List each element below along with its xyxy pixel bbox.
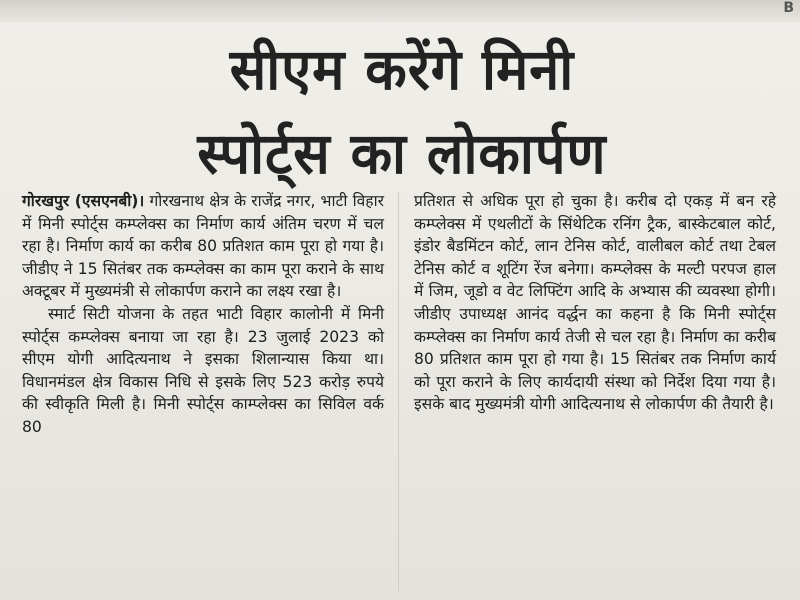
article-column-left [22, 190, 384, 439]
paragraph-text: गोरखनाथ क्षेत्र के राजेंद्र नगर, भाटी विहार में मिनी स्पोर्ट्स कम्प्लेक्स का निर्माण कार्य अंतिम चरण में चल रहा है। निर्माण कार्य का करीब 80 प्रतिशत काम पूरा हो गया है। जीडीए ने 15 सितंबर तक कम्प्लेक्स का काम पूरा कराने के साथ अक्टूबर में मुख्यमंत्री से लोकार्पण कराने का लक्ष्य रखा है। [22, 192, 384, 301]
article-paragraph-3: प्रतिशत से अधिक पूरा हो चुका है। करीब दो एकड़ में बन रहे कम्प्लेक्स में एथलीटों के सिंथेटिक रनिंग ट्रैक, बास्केटबाल कोर्ट, इंडोर बैडमिंटन कोर्ट, लान टेनिस कोर्ट, वालीबल कोर्ट तथा टेबल टेनिस कोर्ट व शूटिंग रेंज बनेगा। कम्प्लेक्स के मल्टी परपज हाल में जिम, जूडो व वेट लिफ्टिंग आदि के अभ्यास की व्यवस्था होगी। जीडीए उपाध्यक्ष आनंद वर्द्धन का कहना है कि मिनी स्पोर्ट्स कम्प्लेक्स का निर्माण कार्य तेजी से चल रहा है। निर्माण का करीब 80 प्रतिशत काम पूरा हो गया है। 15 सितंबर तक निर्माण कार्य को पूरा कराने के लिए कार्यदायी संस्था को निर्देश दिया गया है। इसके बाद मुख्यमंत्री योगी आदित्यनाथ से लोकार्पण की तैयारी है। [414, 192, 776, 414]
headline-line-1: सीएम करेंगे मिनी [229, 36, 575, 103]
article-paragraph-1 [22, 190, 384, 303]
article-headline [22, 28, 782, 196]
article-column-right [414, 190, 776, 416]
article-dateline: गोरखपुर (एसएनबी)। [22, 192, 145, 210]
headline-line-2: स्पोर्ट्स का लोकार्पण [197, 120, 607, 187]
article-paragraph-2: स्मार्ट सिटी योजना के तहत भाटी विहार कालोनी में मिनी स्पोर्ट्स कम्प्लेक्स बनाया जा रहा है। 23 जुलाई 2023 को सीएम योगी आदित्यनाथ ने इसका शिलान्यास किया था। विधानमंडल क्षेत्र विकास निधि से इसके लिए 523 करोड़ रुपये की स्वीकृति मिली है। मिनी स्पोर्ट्स काम्प्लेक्स का सिविल वर्क 80 [22, 304, 384, 436]
page-top-edge [0, 0, 800, 22]
corner-mark: B [783, 0, 794, 16]
column-divider [398, 192, 399, 592]
